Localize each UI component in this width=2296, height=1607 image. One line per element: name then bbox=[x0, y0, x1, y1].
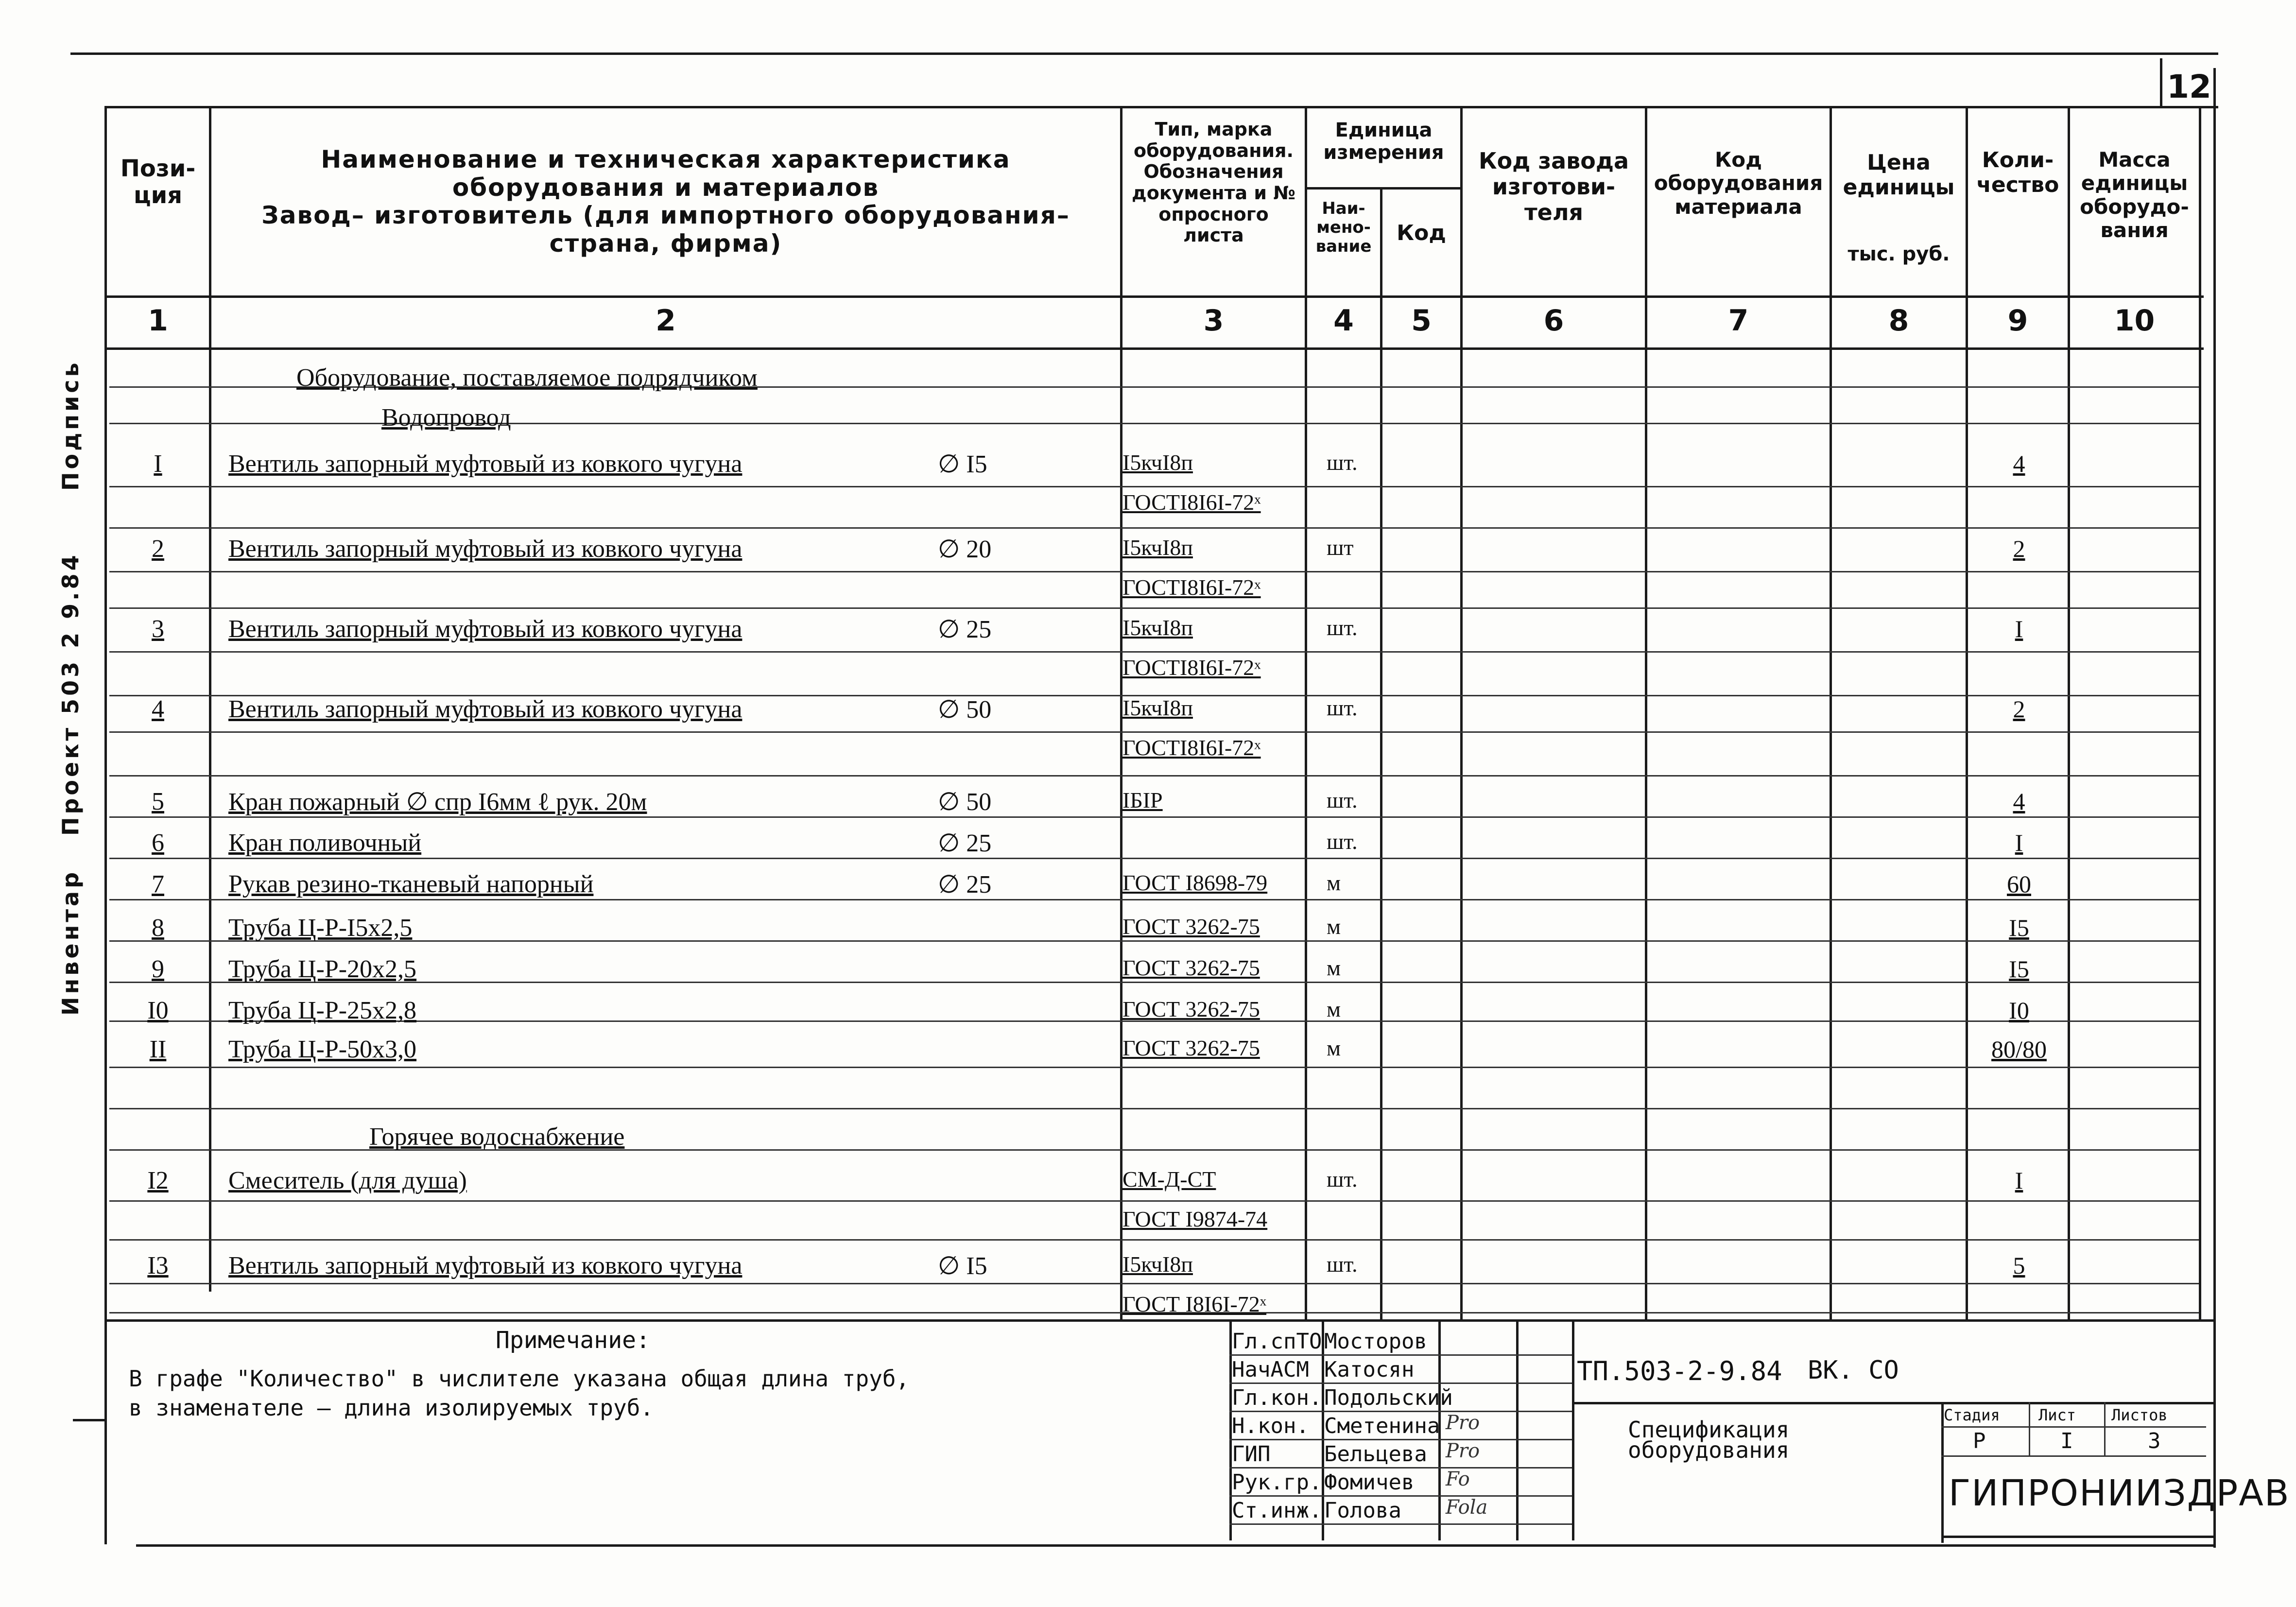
colnum-2: 2 bbox=[656, 304, 676, 338]
frame-top bbox=[104, 106, 2218, 108]
note-top-rule bbox=[104, 1319, 2216, 1322]
row-unit: м bbox=[1327, 997, 1341, 1021]
row-rule bbox=[109, 1239, 2199, 1241]
stamp-stage-div-2 bbox=[2104, 1402, 2106, 1455]
row-diameter: ∅ 20 bbox=[938, 536, 992, 563]
row-unit: шт. bbox=[1327, 1167, 1358, 1192]
stamp-row-rule bbox=[1229, 1439, 1572, 1440]
colnum-6: 6 bbox=[1543, 304, 1564, 338]
note-line-2: в знаменателе – длина изолируемых труб. bbox=[129, 1395, 654, 1421]
stamp-row-rule bbox=[1229, 1523, 1572, 1525]
header-name: Наименование и техническая характеристика оборудования и материалов Завод– изготовитель (для импортного оборудования– страна, фирма) bbox=[261, 145, 1070, 258]
row-diameter: ∅ 50 bbox=[938, 788, 992, 816]
row-type: ГОСТ I8698-79 bbox=[1122, 870, 1268, 895]
stamp-role: ГИП bbox=[1232, 1442, 1271, 1467]
stamp-bottom-rule bbox=[1941, 1536, 2213, 1538]
row-quantity: 5 bbox=[2013, 1252, 2025, 1279]
signature: Pro bbox=[1446, 1440, 1480, 1462]
stamp-stage-rule-2 bbox=[1941, 1455, 2206, 1457]
row-type-standard: ГОСТ I8I6I-72ˣ bbox=[1122, 1292, 1267, 1316]
row-rule bbox=[109, 858, 2199, 859]
row-rule bbox=[109, 486, 2199, 487]
stamp-row-rule bbox=[1229, 1495, 1572, 1497]
row-name: Вентиль запорный муфтовый из ковкого чугуна bbox=[228, 615, 742, 643]
stamp-name: Подольский bbox=[1324, 1385, 1453, 1410]
note-title: Примечание: bbox=[496, 1327, 650, 1354]
row-name: Рукав резино-тканевый напорный bbox=[228, 870, 594, 898]
row-type: I5кчI8п bbox=[1122, 695, 1193, 720]
row-rule bbox=[109, 1108, 2199, 1109]
row-diameter: ∅ 25 bbox=[938, 829, 992, 857]
row-name: Вентиль запорный муфтовый из ковкого чугуна bbox=[228, 1252, 742, 1279]
row-type-standard: ГОСТI8I6I-72ˣ bbox=[1122, 735, 1261, 760]
row-name: Труба Ц-Р-25x2,8 bbox=[228, 997, 417, 1024]
row-quantity: I bbox=[2015, 829, 2023, 856]
stamp-name: Фомичев bbox=[1324, 1470, 1415, 1495]
colnum-bottom-rule bbox=[104, 347, 2204, 350]
header-equipment-code: Код оборудования материала bbox=[1654, 148, 1823, 219]
stamp-title-rule bbox=[1572, 1402, 2213, 1404]
row-name: Труба Ц-Р-20x2,5 bbox=[228, 955, 417, 983]
colnum-5: 5 bbox=[1411, 304, 1432, 338]
row-name: Кран поливочный bbox=[228, 829, 422, 857]
row-rule bbox=[109, 527, 2199, 529]
sheet-value: I bbox=[2060, 1429, 2073, 1453]
row-unit: шт. bbox=[1327, 1252, 1358, 1277]
row-quantity: I0 bbox=[2009, 997, 2029, 1024]
project-code: ТП.503-2-9.84 bbox=[1577, 1356, 1782, 1386]
side-text-project: Проект 503 2 9.84 bbox=[57, 552, 84, 836]
header-position: Пози- ция bbox=[120, 155, 196, 209]
signature: Fo bbox=[1446, 1468, 1470, 1490]
colnum-4: 4 bbox=[1333, 304, 1354, 338]
row-rule bbox=[109, 607, 2199, 609]
stamp-row-rule bbox=[1229, 1411, 1572, 1412]
note-left-tick bbox=[73, 1419, 107, 1421]
row-diameter: ∅ I5 bbox=[938, 450, 987, 478]
row-position: 7 bbox=[152, 870, 164, 898]
row-quantity: 60 bbox=[2007, 870, 2031, 898]
row-rule bbox=[109, 1283, 2199, 1284]
bottom-rule bbox=[136, 1544, 2216, 1547]
row-quantity: I5 bbox=[2009, 914, 2029, 941]
row-type-standard: ГОСТI8I6I-72ˣ bbox=[1122, 575, 1261, 600]
sheets-total-value: 3 bbox=[2148, 1429, 2161, 1453]
row-position: II bbox=[149, 1036, 167, 1063]
row-name: Кран пожарный ∅ спр I6мм ℓ рук. 20м bbox=[228, 788, 647, 816]
row-quantity: 2 bbox=[2013, 695, 2025, 723]
col-line-5 bbox=[1460, 106, 1463, 1321]
row-rule bbox=[109, 816, 2199, 818]
row-unit: шт. bbox=[1327, 695, 1358, 720]
header-price: Цена единицы bbox=[1843, 150, 1955, 200]
row-rule bbox=[109, 731, 2199, 733]
row-quantity: I bbox=[2015, 1167, 2023, 1194]
row-diameter: ∅ 25 bbox=[938, 871, 992, 899]
row-type: I5кчI8п bbox=[1122, 615, 1193, 640]
stamp-name: Голова bbox=[1324, 1498, 1401, 1523]
row-type: IБIР bbox=[1122, 788, 1163, 812]
row-quantity: I bbox=[2015, 615, 2023, 642]
header-type: Тип, марка оборудования. Обозначения документа и № опросного листа bbox=[1132, 119, 1295, 246]
side-text-sign: Подпись bbox=[57, 360, 84, 491]
row-type-standard: ГОСТ I9874-74 bbox=[1122, 1207, 1268, 1231]
stamp-line-d bbox=[1516, 1319, 1519, 1540]
row-rule bbox=[109, 571, 2199, 572]
row-rule bbox=[109, 1067, 2199, 1068]
row-unit: шт. bbox=[1327, 788, 1358, 812]
stage-value: Р bbox=[1973, 1429, 1986, 1453]
colnum-8: 8 bbox=[1888, 304, 1909, 338]
stamp-role: Гл.спТО bbox=[1232, 1329, 1322, 1354]
row-rule bbox=[109, 982, 2199, 983]
signature: Fola bbox=[1446, 1496, 1488, 1519]
colnum-9: 9 bbox=[2007, 304, 2028, 338]
stamp-role: Гл.кон. bbox=[1232, 1385, 1322, 1410]
frame-right bbox=[2213, 68, 2216, 1548]
col-line-10 bbox=[2199, 106, 2201, 1321]
top-rule bbox=[70, 52, 2218, 55]
row-unit: шт. bbox=[1327, 615, 1358, 640]
row-rule bbox=[109, 651, 2199, 653]
stamp-role: Н.кон. bbox=[1232, 1414, 1309, 1438]
header-factory-code: Код завода изготови- теля bbox=[1478, 148, 1629, 225]
row-position: I0 bbox=[147, 997, 169, 1024]
stage-label: Стадия bbox=[1944, 1406, 2000, 1424]
section-heading-contractor: Оборудование, поставляемое подрядчиком bbox=[296, 364, 758, 392]
doc-title-2: оборудования bbox=[1628, 1437, 1790, 1463]
row-type: ГОСТ 3262-75 bbox=[1122, 997, 1260, 1021]
row-unit: шт bbox=[1327, 535, 1354, 560]
row-quantity: 2 bbox=[2013, 535, 2025, 562]
row-position: 4 bbox=[152, 695, 164, 723]
row-name: Смеситель (для душа) bbox=[228, 1167, 467, 1194]
col-line-6 bbox=[1645, 106, 1647, 1321]
row-position: I bbox=[154, 450, 162, 478]
row-quantity: 4 bbox=[2013, 450, 2025, 477]
row-position: 2 bbox=[152, 535, 164, 563]
stamp-role: НачАСМ bbox=[1232, 1357, 1309, 1382]
stamp-stage-div-1 bbox=[2029, 1402, 2030, 1455]
row-type: I5кчI8п bbox=[1122, 1252, 1193, 1277]
row-unit: шт. bbox=[1327, 450, 1358, 475]
organization-name: ГИПРОНИИЗДРАВ bbox=[1949, 1472, 2290, 1514]
row-diameter: ∅ 50 bbox=[938, 696, 992, 724]
row-type: ГОСТ 3262-75 bbox=[1122, 955, 1260, 980]
row-unit: м bbox=[1327, 955, 1341, 980]
stamp-name: Катосян bbox=[1324, 1357, 1415, 1382]
signature: Pro bbox=[1446, 1412, 1480, 1434]
row-position: I2 bbox=[147, 1167, 169, 1194]
row-unit: м bbox=[1327, 914, 1341, 939]
row-unit: м bbox=[1327, 1036, 1341, 1060]
pageno-box-left bbox=[2160, 58, 2162, 107]
row-position: 3 bbox=[152, 615, 164, 643]
row-type-standard: ГОСТI8I6I-72ˣ bbox=[1122, 655, 1261, 680]
row-position: 9 bbox=[152, 955, 164, 983]
row-rule bbox=[109, 775, 2199, 777]
row-type: ГОСТ 3262-75 bbox=[1122, 1036, 1260, 1060]
row-name: Вентиль запорный муфтовый из ковкого чугуна bbox=[228, 535, 742, 563]
doc-title-1: Спецификация bbox=[1628, 1417, 1790, 1443]
row-type: I5кчI8п bbox=[1122, 535, 1193, 560]
section-heading-water-supply: Водопровод bbox=[381, 404, 511, 432]
row-diameter: ∅ 25 bbox=[938, 616, 992, 643]
row-unit: шт. bbox=[1327, 829, 1358, 854]
header-units: Единица измерения bbox=[1323, 119, 1444, 164]
row-unit: м bbox=[1327, 870, 1341, 895]
colnum-10: 10 bbox=[2114, 304, 2155, 338]
stamp-role: Ст.инж. bbox=[1232, 1498, 1322, 1523]
stamp-line-e bbox=[1572, 1319, 1574, 1540]
row-type: I5кчI8п bbox=[1122, 450, 1193, 475]
row-quantity: 4 bbox=[2013, 788, 2025, 815]
colnum-3: 3 bbox=[1203, 304, 1224, 338]
stamp-row-rule bbox=[1229, 1467, 1572, 1469]
sheet-label: Лист bbox=[2038, 1406, 2076, 1424]
stamp-name: Сметенина bbox=[1324, 1414, 1440, 1438]
page-number: 12 bbox=[2167, 68, 2211, 105]
row-type: СМ-Д-СТ bbox=[1122, 1167, 1216, 1192]
row-name: Вентиль запорный муфтовый из ковкого чугуна bbox=[228, 695, 742, 723]
header-price-unit: тыс. руб. bbox=[1847, 243, 1950, 265]
col-line-3 bbox=[1305, 106, 1307, 1321]
header-quantity: Коли- чество bbox=[1976, 148, 2059, 197]
stamp-name: Бельцева bbox=[1324, 1442, 1427, 1467]
stamp-stage-rule-1 bbox=[1941, 1426, 2206, 1428]
header-bottom-rule bbox=[104, 295, 2204, 298]
sheet-code: ВК. СО bbox=[1808, 1356, 1899, 1385]
row-rule bbox=[109, 1200, 2199, 1202]
col-line-8 bbox=[1966, 106, 1968, 1321]
units-sub-rule bbox=[1305, 187, 1460, 190]
col-line-9 bbox=[2068, 106, 2070, 1321]
side-text-inventory: Инвентар bbox=[57, 869, 84, 1016]
row-position: I3 bbox=[147, 1252, 169, 1279]
row-position: 6 bbox=[152, 829, 164, 857]
row-position: 8 bbox=[152, 914, 164, 942]
row-name: Вентиль запорный муфтовый из ковкого чугуна bbox=[228, 450, 742, 478]
row-rule bbox=[109, 940, 2199, 942]
row-quantity: I5 bbox=[2009, 955, 2029, 983]
header-unit-name: Наи- мено- вание bbox=[1315, 199, 1372, 257]
stamp-row-rule bbox=[1229, 1354, 1572, 1356]
stamp-name: Мосторов bbox=[1324, 1329, 1427, 1354]
col-line-1 bbox=[209, 106, 211, 1292]
col-line-7 bbox=[1830, 106, 1832, 1321]
row-quantity: 80/80 bbox=[1991, 1036, 2047, 1063]
row-rule bbox=[109, 899, 2199, 900]
row-name: Труба Ц-Р-50x3,0 bbox=[228, 1036, 417, 1063]
row-name: Труба Ц-Р-I5x2,5 bbox=[228, 914, 413, 942]
row-type-standard: ГОСТI8I6I-72ˣ bbox=[1122, 490, 1261, 515]
header-unit-code: Код bbox=[1397, 221, 1446, 245]
colnum-7: 7 bbox=[1728, 304, 1749, 338]
note-line-1: В графе "Количество" в числителе указана общая длина труб, bbox=[129, 1365, 910, 1392]
row-type: ГОСТ 3262-75 bbox=[1122, 914, 1260, 939]
sheets-label: Листов bbox=[2111, 1406, 2168, 1424]
header-mass: Масса единицы оборудо- вания bbox=[2080, 148, 2189, 242]
row-diameter: ∅ I5 bbox=[938, 1252, 987, 1280]
row-position: 5 bbox=[152, 788, 164, 815]
section-heading-hot-water: Горячее водоснабжение bbox=[369, 1123, 625, 1151]
colnum-1: 1 bbox=[148, 304, 168, 338]
stamp-row-rule bbox=[1229, 1382, 1572, 1384]
stamp-role: Рук.гр. bbox=[1232, 1470, 1322, 1495]
